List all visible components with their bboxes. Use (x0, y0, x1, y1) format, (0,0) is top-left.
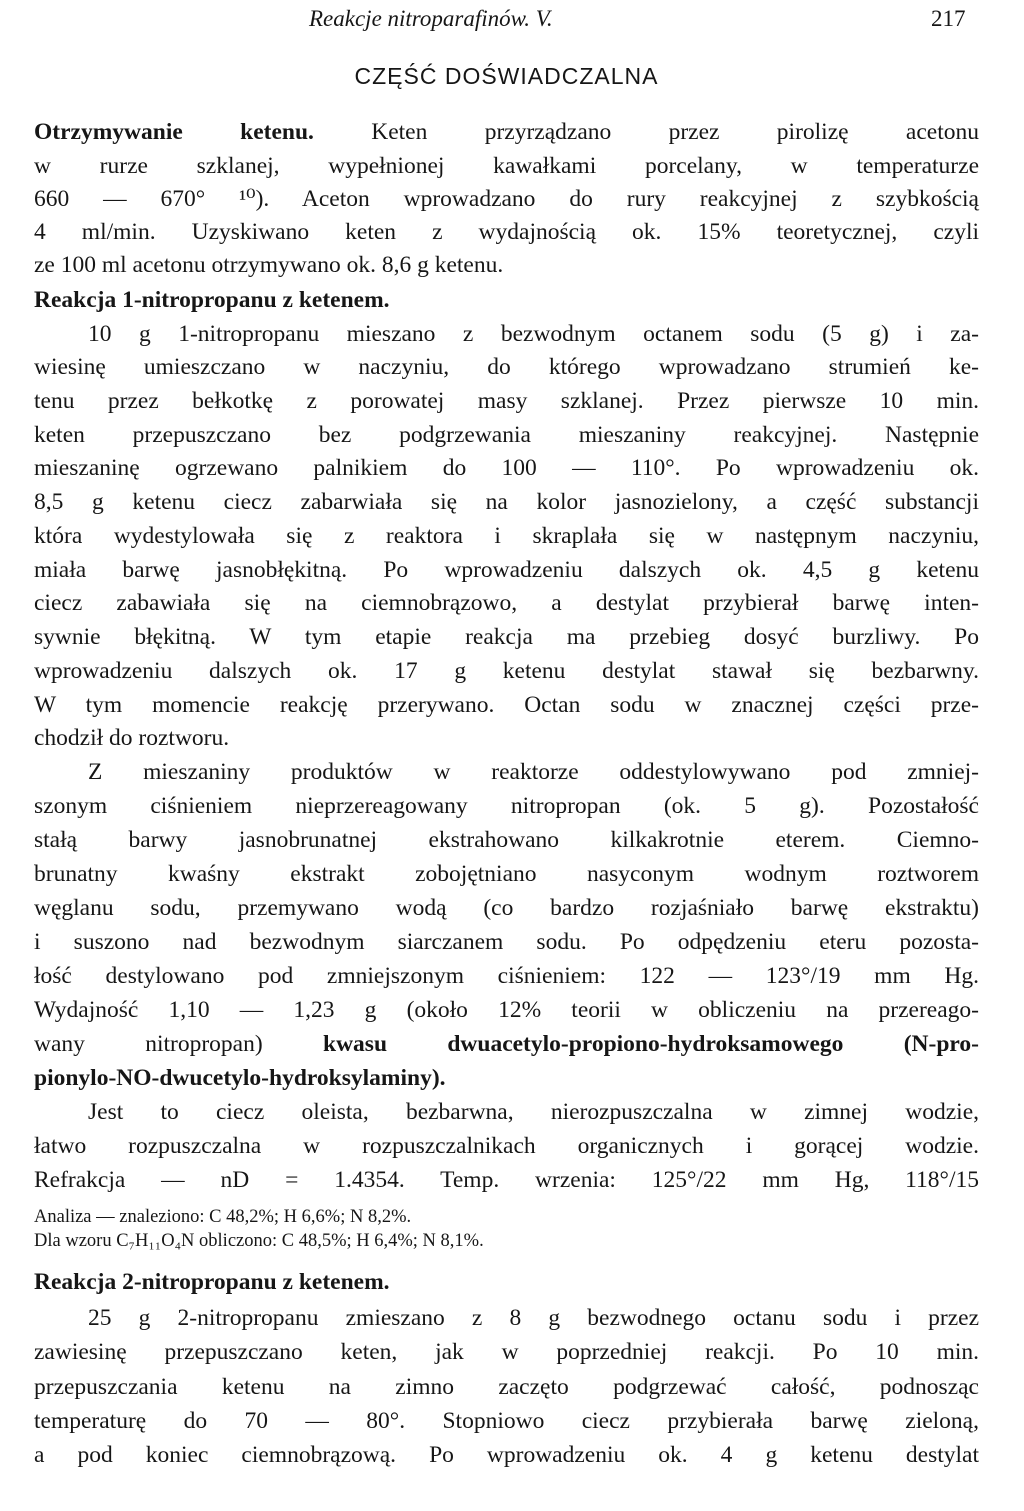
text-run: Analiza — znaleziono: C 48,2%; H 6,6%; N 8,2%. (34, 1207, 412, 1227)
text-line (34, 721, 979, 755)
text-line (34, 789, 979, 823)
bold-run: Reakcja 1-nitropropanu z ketenem. (34, 287, 390, 313)
text-run: 4 ml/min. Uzyskiwano keten z wydajnością ok. 15% teoretycznej, czyli (34, 219, 979, 245)
text-line (34, 1229, 979, 1253)
text-line (34, 248, 979, 282)
text-line (34, 857, 979, 891)
text-line (34, 149, 979, 183)
text-line (34, 384, 979, 418)
text-run: temperaturę do 70 — 80°. Stopniowo ciecz przybierała barwę zieloną, (34, 1408, 979, 1434)
text-run: zawiesinę przepuszczano keten, jak w poprzedniej reakcji. Po 10 min. (34, 1339, 979, 1365)
text-line (34, 1095, 979, 1129)
text-run: miała barwę jasnobłękitną. Po wprowadzeniu dalszych ok. 4,5 g ketenu (34, 557, 979, 583)
text-run: keten przepuszczano bez podgrzewania mieszaniny reakcyjnej. Następnie (34, 422, 979, 448)
text-run: wiesinę umieszczano w naczyniu, do którego wprowadzano strumień ke- (34, 354, 979, 380)
text-line (34, 993, 979, 1027)
text-run: W tym momencie reakcję przerywano. Octan sodu w znacznej części prze- (34, 692, 979, 718)
text-run: Dla wzoru C₇H₁₁O₄N obliczono: C 48,5%; H 6,4%; N 8,1%. (34, 1231, 484, 1251)
text-line (34, 283, 979, 317)
text-line (34, 1404, 979, 1438)
text-line (34, 1061, 979, 1095)
text-line (34, 519, 979, 553)
text-line (34, 1301, 979, 1335)
text-line (34, 654, 979, 688)
text-run: i suszono nad bezwodnym siarczanem sodu. Po odpędzeniu eteru pozosta- (34, 929, 979, 955)
text-line (34, 959, 979, 993)
text-line (34, 451, 979, 485)
text-run: Keten przyrządzano przez pirolizę acetonu (313, 119, 979, 145)
bold-run: kwasu dwuacetylo-propiono-hydroksamowego (N-pro- (323, 1031, 979, 1057)
text-line (34, 485, 979, 519)
text-line (34, 586, 979, 620)
text-line (34, 418, 979, 452)
page-number: 217 (931, 6, 966, 31)
text-run: która wydestylowała się z reaktora i skraplała się w następnym naczyniu, (34, 523, 979, 549)
text-line (34, 688, 979, 722)
text-line (34, 115, 979, 149)
text-run: chodził do roztworu. (34, 725, 230, 751)
text-run: a pod koniec ciemnobrązową. Po wprowadzeniu ok. 4 g ketenu destylat (34, 1442, 979, 1468)
text-line (34, 1265, 979, 1299)
text-run: wany nitropropan) (34, 1031, 324, 1057)
text-run: stałą barwy jasnobrunatnej ekstrahowano kilkakrotnie eterem. Ciemno- (34, 827, 979, 853)
text-line (34, 553, 979, 587)
text-run: Refrakcja — nD = 1.4354. Temp. wrzenia: 125°/22 mm Hg, 118°/15 (34, 1167, 979, 1193)
text-line (34, 891, 979, 925)
text-run: ciecz zabawiała się na ciemnobrązowo, a destylat przybierał barwę inten- (34, 590, 979, 616)
text-run: szonym ciśnieniem nieprzereagowany nitropropan (ok. 5 g). Pozostałość (34, 793, 979, 819)
text-line (34, 1129, 979, 1163)
text-run: łość destylowano pod zmniejszonym ciśnieniem: 122 — 123°/19 mm Hg. (34, 963, 979, 989)
text-line (34, 1027, 979, 1061)
text-line (34, 1370, 979, 1404)
bold-run: Otrzymywanie ketenu. (34, 119, 314, 145)
section-heading: CZĘŚĆ DOŚWIADCZALNA (354, 63, 659, 89)
text-run: ze 100 ml acetonu otrzymywano ok. 8,6 g ketenu. (34, 252, 504, 278)
text-line (34, 1205, 979, 1229)
text-line (34, 925, 979, 959)
text-run: Jest to ciecz oleista, bezbarwna, nierozpuszczalna w zimnej wodzie, (88, 1099, 979, 1125)
text-run: Wydajność 1,10 — 1,23 g (około 12% teorii w obliczeniu na przereago- (34, 997, 979, 1023)
running-head-title: Reakcje nitroparafinów. V. (309, 6, 553, 31)
text-line (34, 620, 979, 654)
text-run: tenu przez bełkotkę z porowatej masy szklanej. Przez pierwsze 10 min. (34, 388, 979, 414)
text-run: w rurze szklanej, wypełnionej kawałkami porcelany, w temperaturze (34, 153, 979, 179)
text-run: 8,5 g ketenu ciecz zabarwiała się na kolor jasnozielony, a część substancji (34, 489, 979, 515)
text-line (34, 1335, 979, 1369)
text-line (34, 215, 979, 249)
text-run: Z mieszaniny produktów w reaktorze oddestylowywano pod zmniej- (88, 759, 979, 785)
text-run: wprowadzeniu dalszych ok. 17 g ketenu destylat stawał się bezbarwny. (34, 658, 979, 684)
text-line (34, 823, 979, 857)
text-run: 660 — 670° ¹⁰). Aceton wprowadzano do rury reakcyjnej z szybkością (34, 186, 979, 212)
text-run: mieszaninę ogrzewano palnikiem do 100 — 110°. Po wprowadzeniu ok. (34, 455, 979, 481)
text-line (34, 1163, 979, 1197)
text-line (34, 182, 979, 216)
text-run: brunatny kwaśny ekstrakt zobojętniano nasyconym wodnym roztworem (34, 861, 979, 887)
text-line (34, 317, 979, 351)
text-line (34, 755, 979, 789)
bold-run: Reakcja 2-nitropropanu z ketenem. (34, 1269, 390, 1295)
text-line (34, 350, 979, 384)
text-run: 10 g 1-nitropropanu mieszano z bezwodnym octanem sodu (5 g) i za- (88, 321, 979, 347)
text-run: przepuszczania ketenu na zimno zaczęto podgrzewać całość, podnosząc (34, 1374, 979, 1400)
bold-run: pionylo-NO-dwucetylo-hydroksylaminy). (34, 1065, 446, 1091)
text-line (34, 1438, 979, 1472)
text-run: łatwo rozpuszczalna w rozpuszczalnikach organicznych i gorącej wodzie. (34, 1133, 979, 1159)
text-run: węglanu sodu, przemywano wodą (co bardzo rozjaśniało barwę ekstraktu) (34, 895, 979, 921)
text-run: 25 g 2-nitropropanu zmieszano z 8 g bezwodnego octanu sodu i przez (88, 1305, 979, 1331)
text-run: sywnie błękitną. W tym etapie reakcja ma przebieg dosyć burzliwy. Po (34, 624, 979, 650)
